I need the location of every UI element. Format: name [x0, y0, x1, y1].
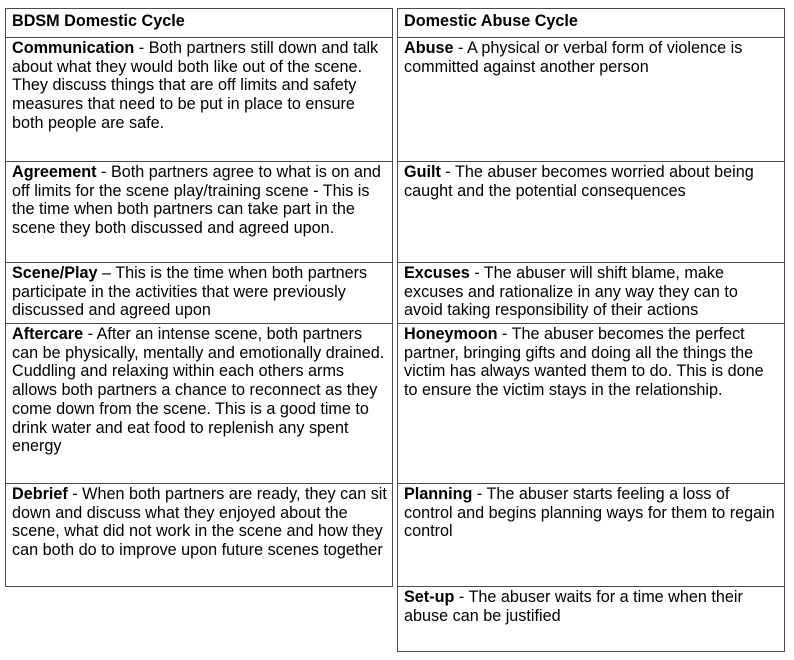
term-agreement: Agreement [12, 163, 97, 181]
row-excuses [397, 262, 785, 324]
term-scene-play: Scene/Play [12, 264, 98, 282]
desc-communication: - Both partners still down and talk about what they would both like out of the scene. They discuss things that are off limits and safety measures that need to be put in place to ensure both people are safe. [12, 39, 379, 132]
term-set-up: Set-up [404, 588, 455, 606]
desc-aftercare: - After an intense scene, both partners can be physically, mentally and emotionally drained. Cuddling and relaxing within each others arms allows both partners a chance to reconnect as they come down from the scene. This is a good time to drink water and eat food to replenish any spent energy [12, 325, 385, 456]
desc-excuses: - The abuser will shift blame, make excuses and rationalize in any way they can to avoid taking responsibility of their actions [404, 264, 738, 320]
row-aftercare [5, 323, 393, 484]
term-guilt: Guilt [404, 163, 441, 181]
term-abuse: Abuse [404, 39, 454, 57]
desc-debrief: - When both partners are ready, they can sit down and discuss what they enjoyed about the scene, what did not work in the scene and how they can both do to improve upon future scenes together [12, 485, 387, 560]
row-agreement [5, 161, 393, 263]
header-bdsm-domestic-cycle [5, 8, 393, 38]
row-set-up [397, 586, 785, 652]
desc-abuse: - A physical or verbal form of violence is committed against another person [404, 39, 743, 76]
row-abuse [397, 37, 785, 162]
row-debrief [5, 483, 393, 587]
row-communication [5, 37, 393, 162]
term-debrief: Debrief [12, 485, 68, 503]
term-excuses: Excuses [404, 264, 470, 282]
desc-scene-play: – This is the time when both partners participate in the activities that were previously discussed and agreed upon [12, 264, 368, 320]
desc-planning: - The abuser starts feeling a loss of control and begins planning ways for them to regain control [404, 485, 775, 541]
desc-honeymoon: - The abuser becomes the perfect partner, bringing gifts and doing all the things the victim has always wanted them to do. This is done to ensure the victim stays in the relationship. [404, 325, 764, 400]
desc-agreement: - Both partners agree to what is on and off limits for the scene play/training scene - This is the time when both partners can take part in the scene they both discussed and agreed upon. [12, 163, 381, 238]
row-scene-play [5, 262, 393, 324]
row-honeymoon [397, 323, 785, 484]
header-right-label: Domestic Abuse Cycle [404, 12, 578, 30]
term-honeymoon: Honeymoon [404, 325, 498, 343]
desc-guilt: - The abuser becomes worried about being caught and the potential consequences [404, 163, 754, 200]
term-planning: Planning [404, 485, 473, 503]
header-domestic-abuse-cycle [397, 8, 785, 38]
row-planning [397, 483, 785, 587]
desc-set-up: - The abuser waits for a time when their abuse can be justified [404, 588, 743, 625]
term-aftercare: Aftercare [12, 325, 84, 343]
header-left-label: BDSM Domestic Cycle [12, 12, 185, 30]
row-guilt [397, 161, 785, 263]
term-communication: Communication [12, 39, 135, 57]
